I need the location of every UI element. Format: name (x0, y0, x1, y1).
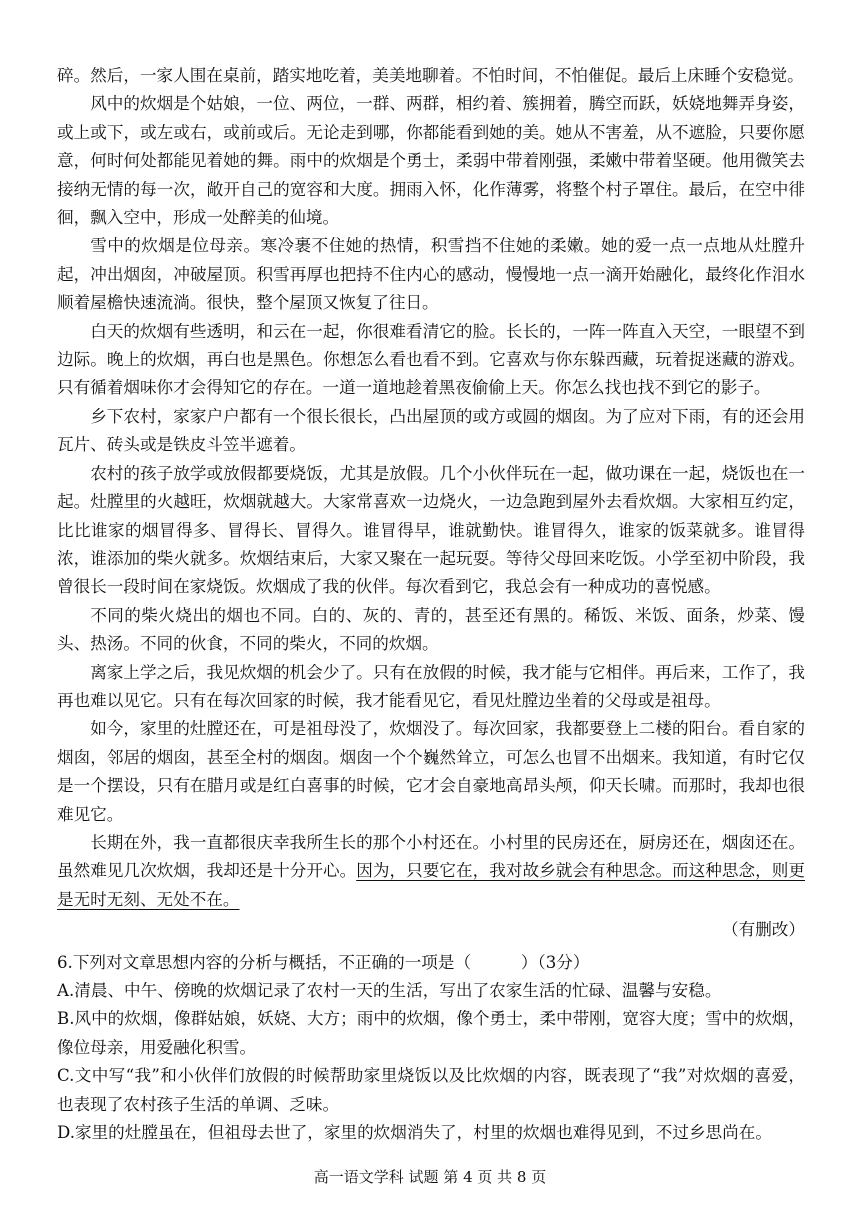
final-paragraph-text: 长期在外，我一直都很庆幸我所生长的那个小村还在。小村里的民房还在，厨房还在，烟囱还在。虽然难见几次炊烟，我却还是十分开心。 (57, 832, 805, 881)
option-b: B.风中的炊烟，像群姑娘，妖娆、大方；雨中的炊烟，像个勇士，柔中带刚，宽容大度；雪中的炊烟，像位母亲，用爱融化积雪。 (57, 1009, 805, 1057)
option-a: A.清晨、中午、傍晚的炊烟记录了农村一天的生活，写出了农家生活的忙碌、温馨与安稳。 (57, 981, 722, 1000)
article-paragraph-4: 白天的炊烟有些透明，和云在一起，你很难看清它的脸。长长的，一阵一阵直入天空，一眼望不到边际。晚上的炊烟，再白也是黑色。你想怎么看也看不到。它喜欢与你东躲西藏，玩着捉迷藏的游戏。只有循着烟味你才会得知它的存在。一道一道地趁着黑夜偷偷上天。你怎么找也找不到它的影子。 (57, 321, 805, 398)
article-paragraph-6: 农村的孩子放学或放假都要烧饭，尤其是放假。几个小伙伴玩在一起，做功课在一起，烧饭也在一起。灶膛里的火越旺，炊烟就越大。大家常喜欢一边烧火，一边急跑到屋外去看炊烟。大家相互约定，比比谁家的烟冒得多、冒得长、冒得久。谁冒得早，谁就勤快。谁冒得久，谁家的饭菜就多。谁冒得浓，谁添加的柴火就多。炊烟结束后，大家又聚在一起玩耍。等待父母回来吃饭。小学至初中阶段，我曾很长一段时间在家烧饭。炊烟成了我的伙伴。每次看到它，我总会有一种成功的喜悦感。 (57, 463, 805, 597)
question-stem: 6.下列对文章思想内容的分析与概括，不正确的一项是（ ）（3分） (57, 952, 590, 972)
article-paragraph-3: 雪中的炊烟是位母亲。寒冷裹不住她的热情，积雪挡不住她的柔嫩。她的爱一点一点地从灶膛升起，冲出烟囱，冲破屋顶。积雪再厚也把持不住内心的感动，慢慢地一点一滴开始融化，最终化作泪水顺着屋檐快速流淌。很快，整个屋顶又恢复了往日。 (57, 236, 805, 313)
question-6 (57, 949, 805, 1148)
article-paragraph-5: 乡下农村，家家户户都有一个很长很长，凸出屋顶的或方或圆的烟囱。为了应对下雨，有的还会用瓦片、砖头或是铁皮斗笠半遮着。 (57, 406, 805, 455)
option-c: C.文中写“我”和小伙伴们放假的时候帮助家里烧饭以及比炊烟的内容，既表现了“我”对炊烟的喜爱，也表现了农村孩子生活的单调、乏味。 (57, 1066, 805, 1114)
exam-page (57, 62, 805, 1147)
article-final-paragraph (57, 829, 805, 914)
article (57, 62, 805, 945)
article-paragraph-7: 不同的柴火烧出的烟也不同。白的、灰的、青的，甚至还有黑的。稀饭、米饭、面条，炒菜、馒头、热汤。不同的伙食，不同的柴火，不同的炊烟。 (57, 605, 805, 654)
article-paragraph-8: 离家上学之后，我见炊烟的机会少了。只有在放假的时候，我才能与它相伴。再后来，工作了，我再也难以见它。只有在每次回家的时候，我才能看见它，看见灶膛边坐着的父母或是祖母。 (57, 662, 805, 710)
underlined-sentence: 因为，只要它在，我对故乡就会有种思念。而这种思念，则更是无时无刻、无处不在。 (57, 861, 806, 909)
page-footer: 高一语文学科 试题 第 4 页 共 8 页 (313, 1168, 547, 1186)
article-paragraph-1: 碎。然后，一家人围在桌前，踏实地吃着，美美地聊着。不怕时间，不怕催促。最后上床睡个安稳觉。 (57, 66, 804, 85)
source-note: （有删改） (722, 920, 805, 940)
article-paragraph-2: 风中的炊烟是个姑娘，一位、两位，一群、两群，相约着、簇拥着，腾空而跃，妖娆地舞弄身姿，或上或下，或左或右，或前或后。无论走到哪，你都能看到她的美。她从不害羞，从不遮脸，只要你愿意，何时何处都能见着她的舞。雨中的炊烟是个勇士，柔弱中带着刚强，柔嫩中带着坚硬。他用微笑去接纳无情的每一次，敞开自己的宽容和大度。拥雨入怀，化作薄雾，将整个村子罩住。最后，在空中徘徊，飘入空中，形成一处醉美的仙境。 (57, 94, 805, 228)
article-paragraph-9: 如今，家里的灶膛还在，可是祖母没了，炊烟没了。每次回家，我都要登上二楼的阳台。看自家的烟囱，邻居的烟囱，甚至全村的烟囱。烟囱一个个巍然耸立，可怎么也冒不出烟来。我知道，有时它仅是一个摆设，只有在腊月或是红白喜事的时候，它才会自豪地高昂头颅，仰天长啸。而那时，我却也很难见它。 (57, 719, 805, 824)
option-d: D.家里的灶膛虽在，但祖母去世了，家里的炊烟消失了，村里的炊烟也难得见到，不过乡思尚在。 (57, 1123, 772, 1143)
